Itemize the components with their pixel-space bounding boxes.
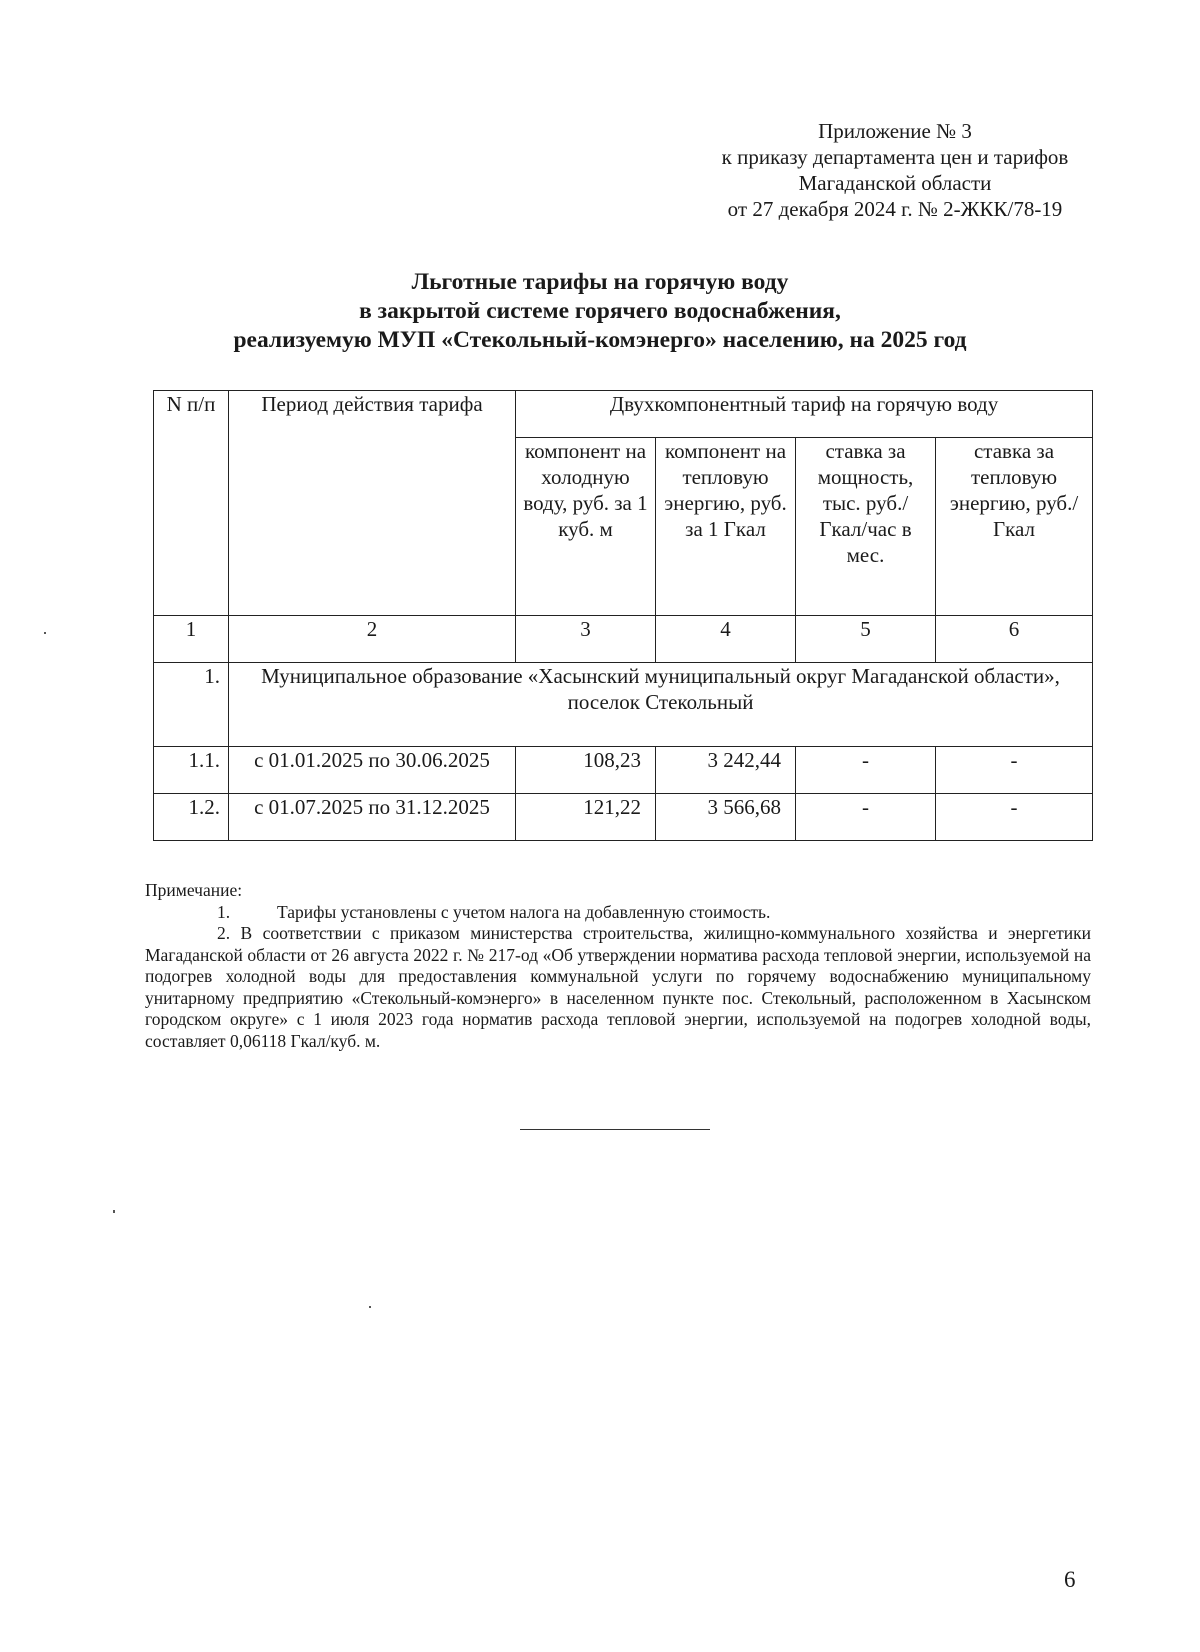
note-item-2 bbox=[145, 923, 1091, 1052]
page-number: 6 bbox=[1064, 1567, 1076, 1592]
title-line-1: Льготные тарифы на горячую воду bbox=[411, 269, 789, 295]
scan-speck bbox=[44, 632, 46, 634]
note-number: 2. bbox=[217, 923, 231, 943]
index-cell: 5 bbox=[796, 616, 936, 663]
index-cell: 3 bbox=[516, 616, 656, 663]
table-row bbox=[154, 794, 1093, 841]
row-heat-energy-cell: 3 242,44 bbox=[656, 747, 796, 794]
index-cell: 6 bbox=[936, 616, 1093, 663]
title-line-2: в закрытой системе горячего водоснабжения, bbox=[359, 298, 841, 324]
row-heat-energy-cell: 3 566,68 bbox=[656, 794, 796, 841]
appendix-line-4: от 27 декабря 2024 г. № 2-ЖКК/78-19 bbox=[727, 197, 1063, 221]
table-row bbox=[154, 747, 1093, 794]
notes-section bbox=[145, 880, 1091, 1052]
header-group-cell: Двухкомпонентный тариф на горячую воду bbox=[516, 391, 1093, 438]
header-period-cell: Период действия тарифа bbox=[229, 391, 516, 616]
row-cold-water-cell: 108,23 bbox=[516, 747, 656, 794]
scan-speck bbox=[369, 1306, 371, 1308]
municipality-num-cell: 1. bbox=[154, 663, 229, 747]
index-cell: 2 bbox=[229, 616, 516, 663]
row-num-cell: 1.2. bbox=[154, 794, 229, 841]
table-index-row bbox=[154, 616, 1093, 663]
end-separator-line bbox=[520, 1129, 710, 1130]
appendix-line-3: Магаданской области bbox=[798, 171, 992, 195]
document-title bbox=[150, 268, 1050, 355]
index-cell: 1 bbox=[154, 616, 229, 663]
title-line-3: реализуемую МУП «Стекольный-комэнерго» населению, на 2025 год bbox=[233, 327, 967, 353]
note-item-1 bbox=[145, 902, 1091, 924]
header-capacity-rate-cell: ставка за мощность, тыс. руб./Гкал/час в мес. bbox=[796, 438, 936, 616]
header-cold-water-cell: компонент на холодную воду, руб. за 1 куб. м bbox=[516, 438, 656, 616]
row-energy-rate-cell: - bbox=[936, 794, 1093, 841]
note-text: В соответствии с приказом министерства строительства, жилищно-коммунального хозяйства и энергетики Магаданской области от 26 августа 2022 г. № 217-од «Об утверждении норматива расхода тепловой энергии, используемой на подогрев холодной воды для предоставления коммунальной услуги по горячему водоснабжению муниципальному унитарному предприятию «Стекольный-комэнерго» в населенном пункте пос. Стекольный, расположенном в Хасынском городском округе» с 1 июля 2023 года норматив расхода тепловой энергии, используемой на подогрев холодной воды, составляет 0,06118 Гкал/куб. м. bbox=[145, 923, 1092, 1051]
appendix-line-2: к приказу департамента цен и тарифов bbox=[721, 145, 1069, 169]
scan-speck bbox=[113, 1210, 115, 1213]
row-capacity-rate-cell: - bbox=[796, 747, 936, 794]
table-header-row bbox=[154, 391, 1093, 438]
row-capacity-rate-cell: - bbox=[796, 794, 936, 841]
appendix-header bbox=[690, 118, 1100, 222]
row-cold-water-cell: 121,22 bbox=[516, 794, 656, 841]
municipality-name-cell: Муниципальное образование «Хасынский муниципальный округ Магаданской области», поселок Стекольный bbox=[229, 663, 1093, 747]
tariff-table bbox=[153, 390, 1093, 841]
header-num-cell: N п/п bbox=[154, 391, 229, 616]
header-energy-rate-cell: ставка за тепловую энергию, руб./Гкал bbox=[936, 438, 1093, 616]
table-row-municipality bbox=[154, 663, 1093, 747]
row-period-cell: с 01.01.2025 по 30.06.2025 bbox=[229, 747, 516, 794]
row-period-cell: с 01.07.2025 по 31.12.2025 bbox=[229, 794, 516, 841]
notes-label: Примечание: bbox=[145, 880, 243, 900]
note-text: Тарифы установлены с учетом налога на добавленную стоимость. bbox=[277, 901, 771, 922]
header-heat-energy-cell: компонент на тепловую энергию, руб. за 1 Гкал bbox=[656, 438, 796, 616]
note-number: 1. bbox=[217, 901, 231, 922]
row-num-cell: 1.1. bbox=[154, 747, 229, 794]
index-cell: 4 bbox=[656, 616, 796, 663]
row-energy-rate-cell: - bbox=[936, 747, 1093, 794]
appendix-line-1: Приложение № 3 bbox=[818, 119, 972, 143]
